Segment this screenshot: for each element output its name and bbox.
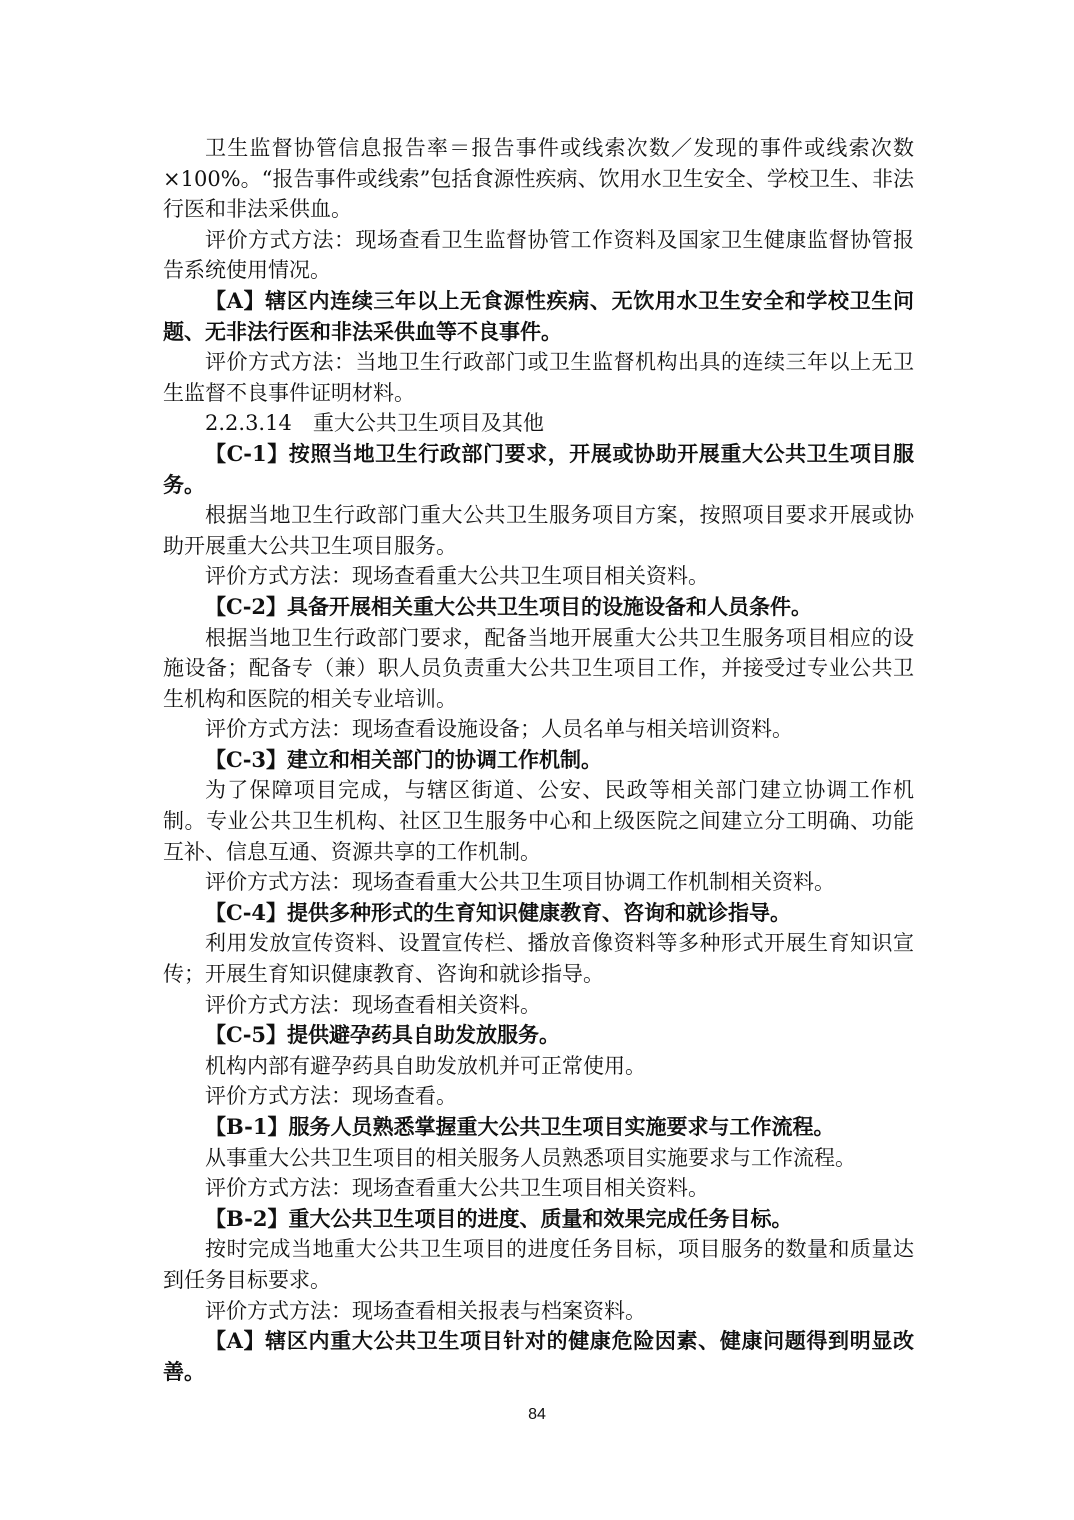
criterion-a-project: 【A】辖区内重大公共卫生项目针对的健康危险因素、健康问题得到明显改善。 xyxy=(163,1328,914,1384)
paragraph-body: 为了保障项目完成，与辖区街道、公安、民政等相关部门建立协调工作机制。专业公共卫生机构、社区卫生服务中心和上级医院之间建立分工明确、功能互补、信息互通、资源共享的工作机制。 xyxy=(163,778,914,864)
paragraph-body: 根据当地卫生行政部门重大公共卫生服务项目方案，按照项目要求开展或协助开展重大公共卫生项目服务。 xyxy=(163,503,914,558)
paragraph-body: 按时完成当地重大公共卫生项目的进度任务目标，项目服务的数量和质量达到任务目标要求。 xyxy=(163,1237,914,1292)
criterion-c5: 【C-5】提供避孕药具自助发放服务。 xyxy=(205,1022,561,1048)
paragraph-evaluation: 评价方式方法：现场查看相关报表与档案资料。 xyxy=(205,1298,646,1323)
paragraph-report-rate: 卫生监督协管信息报告率＝报告事件或线索次数／发现的事件或线索次数×100%。“报告事件或线索”包括食源性疾病、饮用水卫生安全、学校卫生、非法行医和非法采供血。 xyxy=(163,136,914,222)
paragraph-evaluation: 评价方式方法：现场查看卫生监督协管工作资料及国家卫生健康监督协管报告系统使用情况。 xyxy=(163,227,914,283)
paragraph-evaluation: 评价方式方法：现场查看相关资料。 xyxy=(205,992,541,1017)
criterion-b2: 【B-2】重大公共卫生项目的进度、质量和效果完成任务目标。 xyxy=(205,1205,793,1231)
criterion-c2: 【C-2】具备开展相关重大公共卫生项目的设施设备和人员条件。 xyxy=(205,593,813,619)
criterion-a-supervision: 【A】辖区内连续三年以上无食源性疾病、无饮用水卫生安全和学校卫生问题、无非法行医和非法采供血等不良事件。 xyxy=(163,287,914,344)
paragraph-body: 根据当地卫生行政部门要求，配备当地开展重大公共卫生服务项目相应的设施设备；配备专（兼）职人员负责重大公共卫生项目工作，并接受过专业公共卫生机构和医院的相关专业培训。 xyxy=(163,625,914,711)
paragraph-evaluation: 评价方式方法：现场查看重大公共卫生项目相关资料。 xyxy=(205,564,709,589)
paragraph-evaluation: 评价方式方法：现场查看设施设备；人员名单与相关培训资料。 xyxy=(205,717,793,742)
paragraph-evaluation: 评价方式方法：现场查看重大公共卫生项目协调工作机制相关资料。 xyxy=(205,870,835,895)
paragraph-body: 机构内部有避孕药具自助发放机并可正常使用。 xyxy=(205,1053,646,1078)
criterion-c4: 【C-4】提供多种形式的生育知识健康教育、咨询和就诊指导。 xyxy=(205,899,792,925)
criterion-c3: 【C-3】建立和相关部门的协调工作机制。 xyxy=(205,746,603,772)
document-page xyxy=(163,133,914,1387)
page-number: 84 xyxy=(528,1406,546,1423)
paragraph-body: 从事重大公共卫生项目的相关服务人员熟悉项目实施要求与工作流程。 xyxy=(205,1145,856,1170)
paragraph-evaluation: 评价方式方法：现场查看重大公共卫生项目相关资料。 xyxy=(205,1176,709,1201)
paragraph-evaluation: 评价方式方法：当地卫生行政部门或卫生监督机构出具的连续三年以上无卫生监督不良事件证明材料。 xyxy=(163,350,914,405)
criterion-c1: 【C-1】按照当地卫生行政部门要求，开展或协助开展重大公共卫生项目服务。 xyxy=(163,440,914,497)
paragraph-body: 利用发放宣传资料、设置宣传栏、播放音像资料等多种形式开展生育知识宣传；开展生育知识健康教育、咨询和就诊指导。 xyxy=(163,931,914,987)
section-heading: 2.2.3.14 重大公共卫生项目及其他 xyxy=(205,411,544,436)
paragraph-evaluation: 评价方式方法：现场查看。 xyxy=(205,1084,457,1109)
criterion-b1: 【B-1】服务人员熟悉掌握重大公共卫生项目实施要求与工作流程。 xyxy=(205,1114,835,1139)
